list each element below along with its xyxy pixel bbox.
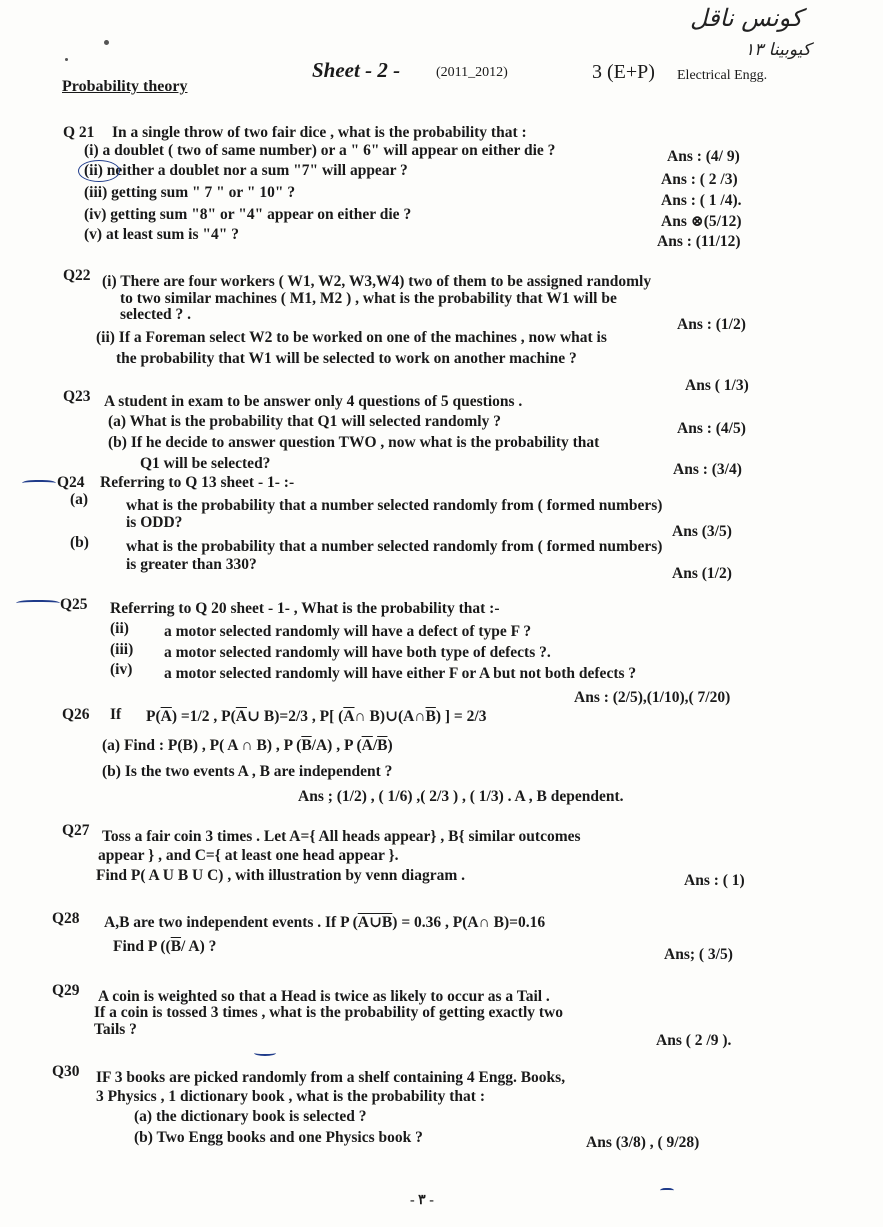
q26-given-p1: P( [146, 708, 161, 725]
handwritten-circle-mark [78, 160, 120, 182]
q29-label: Q29 [52, 982, 80, 999]
q26-a-item2: , P( A ∩ B) [201, 737, 273, 754]
q21-item-3: (iii) getting sum " 7 " or " 10" ? [84, 184, 296, 201]
q28-find [113, 938, 216, 956]
handwritten-tick-mark [16, 600, 60, 608]
sheet-title: Sheet - 2 - [312, 58, 401, 82]
q26-a-item3-end: /A) [311, 737, 333, 754]
q23-a: (a) What is the probability that Q1 will selected randomly ? [108, 413, 501, 430]
q25-label: Q25 [60, 596, 88, 613]
q30-answer: Ans (3/8) , ( 9/28) [586, 1134, 700, 1151]
q27-answer: Ans : ( 1) [684, 872, 745, 889]
q29-line1: A coin is weighted so that a Head is twice as likely to occur as a Tail . [98, 988, 550, 1005]
q21-item-3-answer: Ans : ( 1 /4). [661, 192, 742, 209]
q24-a-label: (a) [70, 491, 89, 508]
q22-i-line2: to two similar machines ( M1, M2 ) , what is the probability that W1 will be [120, 290, 617, 307]
q30-line1: IF 3 books are picked randomly from a shelf containing 4 Engg. Books, [96, 1069, 566, 1086]
q22-ii-answer: Ans ( 1/3) [685, 377, 749, 394]
q21-label: Q 21 [63, 124, 95, 141]
q24-b-line1: what is the probability that a number selected randomly from ( formed numbers) [126, 538, 663, 555]
q26-given [146, 708, 486, 726]
q26-given-p2: P( [221, 708, 236, 725]
q25-item-ii: a motor selected randomly will have a defect of type F ? [164, 623, 532, 640]
q21-item-4: (iv) getting sum "8" or "4" appear on either die ? [84, 206, 412, 223]
q23-b-line2: Q1 will be selected? [140, 455, 271, 472]
q26-a-item4-bar: $\overline{A}$ [361, 737, 373, 754]
q28-answer: Ans; ( 3/5) [664, 946, 733, 963]
q29-line2: If a coin is tossed 3 times , what is the probability of getting exactly two [94, 1004, 563, 1021]
handwritten-dash-mark [254, 1050, 276, 1056]
q27-line3: Find P( A U B U C) , with illustration by venn diagram . [96, 867, 466, 884]
q26-given-p3: , P[ ( [311, 708, 344, 725]
q30-a: (a) the dictionary book is selected ? [134, 1108, 367, 1125]
q22-label: Q22 [63, 267, 91, 284]
q22-ii-line1: (ii) If a Foreman select W2 to be worked on one of the machines , now what is [96, 329, 607, 346]
q28-line1-bar: A∪B [357, 914, 393, 931]
ink-speck [65, 58, 68, 61]
subject-title: Probability theory [62, 78, 188, 95]
q25-answer: Ans : (2/5),(1/10),( 7/20) [574, 689, 731, 706]
q28-line1-b: ) = 0.36 , P(A∩ B)=0.16 [392, 914, 546, 931]
q26-a-item4-end: ) [387, 737, 393, 754]
q24-b-answer: Ans (1/2) [672, 565, 732, 582]
q28-find-bar: $\overline{B}$ [170, 938, 182, 955]
q23-label: Q23 [63, 388, 91, 405]
q26-label: Q26 [62, 706, 90, 723]
q25-item-iii: a motor selected randomly will have both type of defects ?. [164, 644, 551, 661]
q23-a-answer: Ans : (4/5) [677, 420, 746, 437]
q24-a-line2: is ODD? [126, 514, 183, 531]
q26-if: If [110, 706, 122, 723]
q28-line1 [104, 914, 545, 932]
q26-a-item4: , P ( [336, 737, 362, 754]
q29-answer: Ans ( 2 /9 ). [656, 1032, 732, 1049]
handwritten-note-line1: كونس ناقل [690, 4, 803, 32]
q26-given-p3-bar2: $\overline{B}$ [425, 708, 436, 725]
q26-given-p2-mid: ∪ B)=2/3 [247, 708, 309, 725]
q26-a-item4-sep: / [372, 737, 378, 754]
q26-a [102, 737, 393, 755]
class-label: 3 (E+P) [592, 61, 655, 83]
q26-given-p3-mid: ∩ B)∪(A∩ [354, 708, 426, 725]
q30-line2: 3 Physics , 1 dictionary book , what is the probability that : [96, 1088, 485, 1105]
q28-label: Q28 [52, 910, 80, 927]
q25-item-iv-num: (iv) [110, 661, 133, 678]
department-label: Electrical Engg. [677, 68, 768, 83]
q26-given-p3-end: ) ] = 2/3 [435, 708, 487, 725]
q24-b-line2: is greater than 330? [126, 556, 257, 573]
q21-item-2: (ii) neither a doublet nor a sum "7" will appear ? [84, 162, 408, 179]
q21-item-2-answer: Ans : ( 2 /3) [661, 171, 738, 188]
q30-label: Q30 [52, 1063, 80, 1080]
q22-i-answer: Ans : (1/2) [677, 316, 746, 333]
q26-given-p3-bar: $\overline{A}$ [343, 708, 355, 725]
q27-line2: appear } , and C={ at least one head appear }. [98, 847, 399, 864]
q29-line3: Tails ? [94, 1021, 137, 1038]
q24-label: Q24 [57, 474, 85, 491]
q26-answer: Ans ; (1/2) , ( 1/6) ,( 2/3 ) , ( 1/3) . A , B dependent. [298, 788, 624, 805]
q21-item-5: (v) at least sum is "4" ? [84, 226, 239, 243]
q28-line1-a: A,B are two independent events . If P ( [104, 914, 358, 931]
q26-a-item1: P(B) [167, 737, 199, 754]
q26-given-p2-bar: $\overline{A}$ [235, 708, 247, 725]
q26-b: (b) Is the two events A , B are independent ? [102, 763, 393, 780]
q25-stem: Referring to Q 20 sheet - 1- , What is the probability that :- [110, 600, 500, 617]
q28-find-end: / A) ? [181, 938, 217, 955]
q22-i-line3: selected ? . [120, 306, 192, 323]
q24-stem: Referring to Q 13 sheet - 1- :- [100, 474, 295, 491]
q23-b-line1: (b) If he decide to answer question TWO , now what is the probability that [108, 434, 600, 451]
handwritten-dash-mark [660, 1188, 674, 1194]
q30-b: (b) Two Engg books and one Physics book ? [134, 1129, 423, 1146]
q27-line1: Toss a fair coin 3 times . Let A={ All heads appear} , B{ similar outcomes [102, 828, 581, 845]
q26-a-item3: , P ( [275, 737, 302, 754]
q26-given-a-bar: $\overline{A}$ [160, 708, 172, 725]
q26-a-label: (a) Find : [102, 737, 164, 754]
q27-label: Q27 [62, 822, 90, 839]
handwritten-tick-mark [22, 480, 56, 488]
q21-item-1-answer: Ans : (4/ 9) [667, 148, 740, 165]
q24-a-line1: what is the probability that a number selected randomly from ( formed numbers) [126, 497, 663, 514]
q23-b-answer: Ans : (3/4) [673, 461, 742, 478]
q26-given-p1-end: ) =1/2 , [171, 708, 218, 725]
q22-ii-line2: the probability that W1 will be selected to work on another machine ? [116, 350, 577, 367]
q24-b-label: (b) [70, 534, 89, 551]
q26-a-item3-bar: $\overline{B}$ [301, 737, 312, 754]
q26-a-item4-bar2: $\overline{B}$ [377, 737, 388, 754]
q25-item-ii-num: (ii) [110, 620, 129, 637]
q24-a-answer: Ans (3/5) [672, 523, 732, 540]
q21-item-5-answer: Ans : (11/12) [657, 233, 741, 250]
q22-i-line1: (i) There are four workers ( W1, W2, W3,W4) two of them to be assigned randomly [102, 273, 652, 290]
q21-item-4-answer: Ans ⊗(5/12) [661, 213, 742, 230]
q21-item-1: (i) a doublet ( two of same number) or a " 6" will appear on either die ? [84, 142, 556, 159]
q25-item-iii-num: (iii) [110, 641, 134, 658]
q21-stem: In a single throw of two fair dice , what is the probability that : [112, 124, 527, 141]
q28-find-text: Find P (( [113, 938, 171, 955]
ink-speck [104, 40, 109, 45]
handwritten-note-line2: كيوبينا ١٣ [745, 40, 811, 60]
page-number: - ٣ - [410, 1193, 434, 1208]
academic-year: (2011_2012) [436, 65, 508, 80]
q25-item-iv: a motor selected randomly will have either F or A but not both defects ? [164, 665, 637, 682]
q23-stem: A student in exam to be answer only 4 questions of 5 questions . [104, 393, 523, 410]
